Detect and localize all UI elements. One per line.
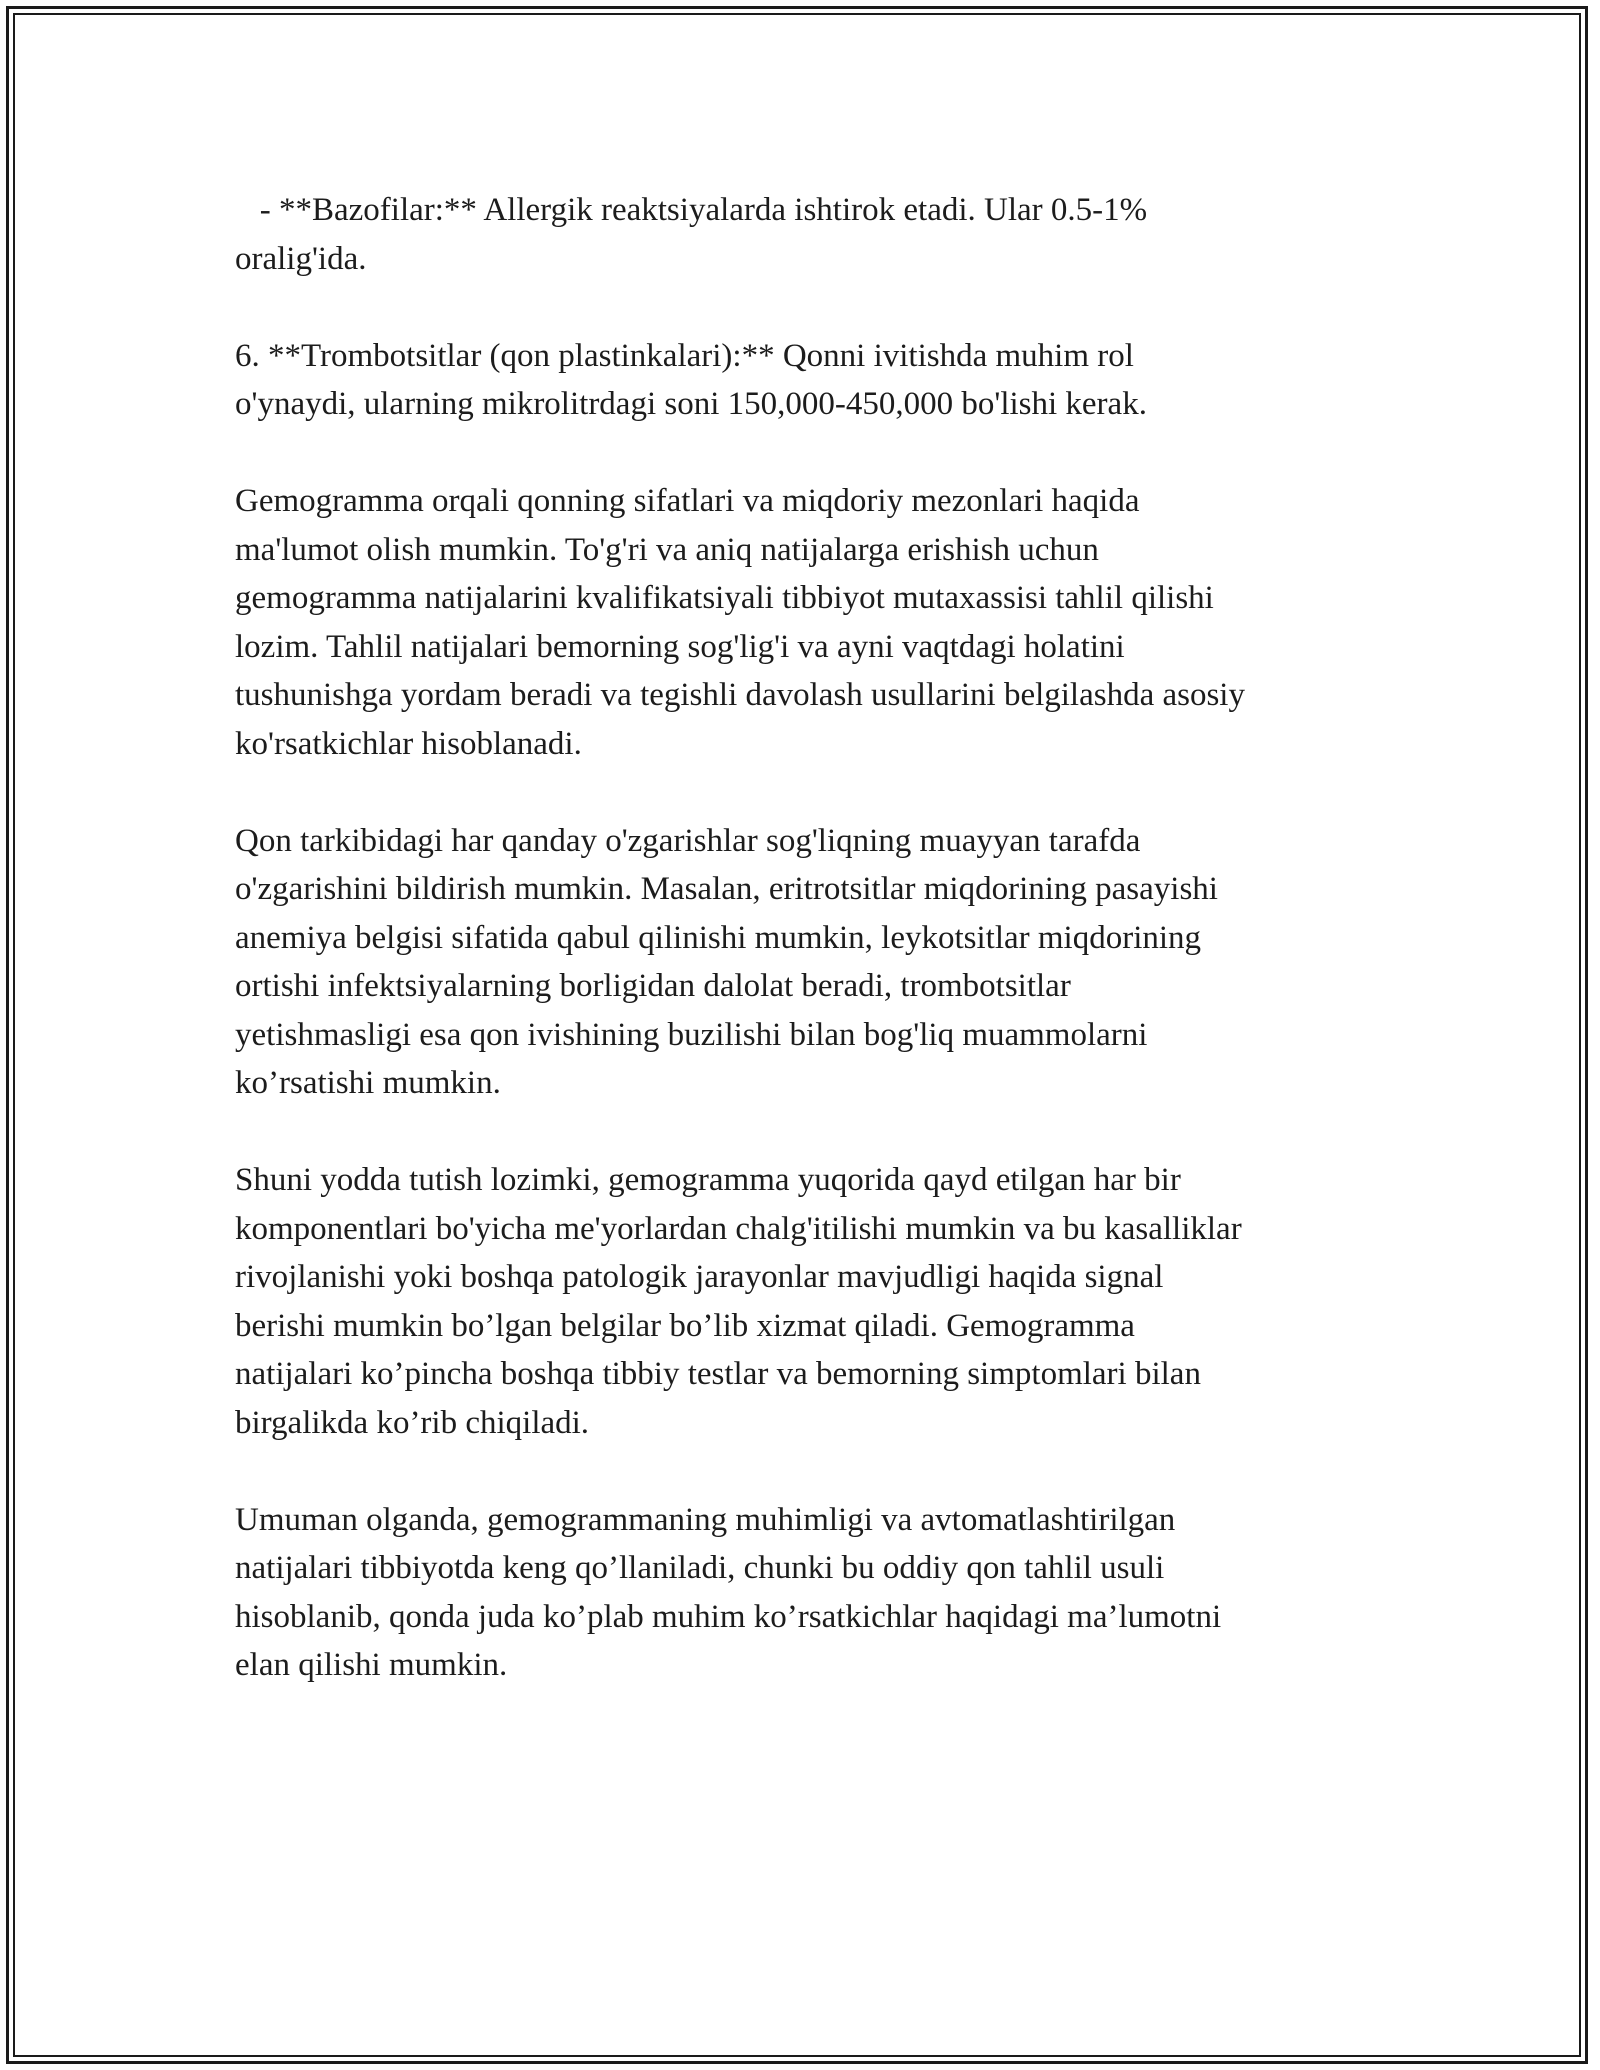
document-body [235, 186, 1370, 1738]
text-line: ko'rsatkichlar hisoblanadi. [235, 725, 582, 762]
text-line: Qon tarkibidagi har qanday o'zgarishlar sog'liqning muayyan tarafda [235, 822, 1141, 859]
text-line: birgalikda ko’rib chiqiladi. [235, 1404, 590, 1441]
text-line: berishi mumkin bo’lgan belgilar bo’lib xizmat qiladi. Gemogramma [235, 1307, 1135, 1344]
paragraph-trombotsitlar [235, 332, 1370, 429]
text-line: ortishi infektsiyalarning borligidan dalolat beradi, trombotsitlar [235, 968, 1071, 1004]
text-line: lozim. Tahlil natijalari bemorning sog'lig'i va ayni vaqtdagi holatini [235, 628, 1125, 665]
text-line: natijalari tibbiyotda keng qo’llaniladi, chunki bu oddiy qon tahlil usuli [235, 1550, 1165, 1586]
text-line: o'ynaydi, ularning mikrolitrdagi soni 150,000-450,000 bo'lishi kerak. [235, 386, 1147, 422]
text-line: oralig'ida. [235, 240, 367, 277]
text-line: o'zgarishini bildirish mumkin. Masalan, eritrotsitlar miqdorining pasayishi [235, 871, 1218, 907]
text-line: Umuman olganda, gemogrammaning muhimligi va avtomatlashtirilgan [235, 1501, 1176, 1538]
paragraph-umuman-olganda [235, 1496, 1370, 1690]
paragraph-shuni-yodda [235, 1156, 1370, 1447]
text-line: - **Bazofilar:** Allergik reaktsiyalarda ishtirok etadi. Ular 0.5-1% [235, 192, 1148, 228]
text-line: rivojlanishi yoki boshqa patologik jarayonlar mavjudligi haqida signal [235, 1259, 1164, 1295]
text-line: anemiya belgisi sifatida qabul qilinishi mumkin, leykotsitlar miqdorining [235, 919, 1202, 956]
text-line: elan qilishi mumkin. [235, 1647, 508, 1683]
paragraph-qon-tarkibi [235, 817, 1370, 1108]
text-line: ko’rsatishi mumkin. [235, 1065, 501, 1101]
text-line: komponentlari bo'yicha me'yorlardan chalg'itilishi mumkin va bu kasalliklar [235, 1210, 1242, 1247]
text-line: ma'lumot olish mumkin. To'g'ri va aniq natijalarga erishish uchun [235, 531, 1099, 568]
text-line: gemogramma natijalarini kvalifikatsiyali tibbiyot mutaxassisi tahlil qilishi [235, 580, 1214, 616]
paragraph-gemogramma-info [235, 477, 1370, 768]
text-line: Shuni yodda tutish lozimki, gemogramma yuqorida qayd etilgan har bir [235, 1162, 1181, 1198]
text-line: Gemogramma orqali qonning sifatlari va miqdoriy mezonlari haqida [235, 483, 1140, 519]
paragraph-bazofilar [235, 186, 1370, 283]
text-line: hisoblanib, qonda juda ko’plab muhim ko’rsatkichlar haqidagi ma’lumotni [235, 1598, 1222, 1635]
text-line: 6. **Trombotsitlar (qon plastinkalari):** Qonni ivitishda muhim rol [235, 337, 1134, 374]
text-line: natijalari ko’pincha boshqa tibbiy testlar va bemorning simptomlari bilan [235, 1356, 1201, 1392]
text-line: yetishmasligi esa qon ivishining buzilishi bilan bog'liq muammolarni [235, 1016, 1148, 1053]
text-line: tushunishga yordam beradi va tegishli davolash usullarini belgilashda asosiy [235, 677, 1245, 713]
